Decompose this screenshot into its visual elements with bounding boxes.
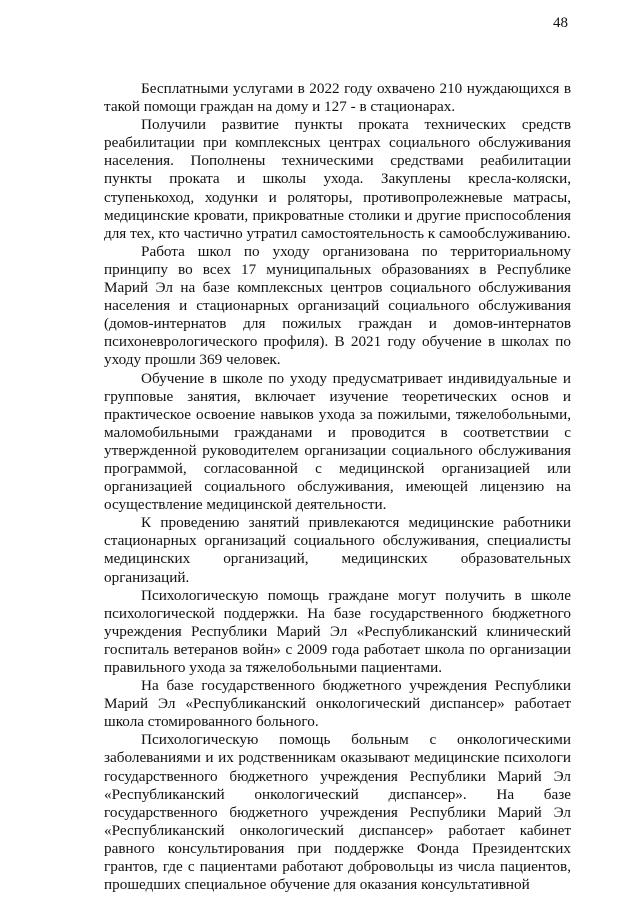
paragraph: Получили развитие пункты проката технических средств реабилитации при комплексных центрах социального обслуживания населения. Пополнены техническими средствами реабилитации пункты проката и школы ухода. Закуплены кресла-коляски, ступенькоход, ходунки и роляторы, противопролежневые матрасы, медицинские кровати, прикроватные столики и другие приспособления для тех, кто частично утратил самостоятельность к самообслуживанию. bbox=[104, 116, 571, 242]
paragraph: На базе государственного бюджетного учреждения Республики Марий Эл «Республиканский онкологический диспансер» работает школа стомированного больного. bbox=[104, 677, 571, 731]
paragraph: Обучение в школе по уходу предусматривает индивидуальные и групповые занятия, включает изучение теоретических основ и практическое освоение навыков ухода за пожилыми, тяжелобольными, маломобильными гражданами и проводится в соответствии с утвержденной руководителем организации социального обслуживания программой, согласованной с медицинской организацией или организацией социального обслуживания, имеющей лицензию на осуществление медицинской деятельности. bbox=[104, 369, 571, 514]
paragraph: Психологическую помощь граждане могут получить в школе психологической поддержки. На базе государственного бюджетного учреждения Республики Марий Эл «Республиканский клинический госпиталь ветеранов войн» с 2009 года работает школа по организации правильного ухода за тяжелобольными пациентами. bbox=[104, 586, 571, 676]
paragraph: К проведению занятий привлекаются медицинские работники стационарных организаций социального обслуживания, специалисты медицинских организаций, медицинских образовательных организаций. bbox=[104, 514, 571, 586]
paragraph: Бесплатными услугами в 2022 году охвачено 210 нуждающихся в такой помощи граждан на дому и 127 - в стационарах. bbox=[104, 80, 571, 116]
paragraph: Психологическую помощь больным с онкологическими заболеваниями и их родственникам оказывают медицинские психологи государственного бюджетного учреждения Республики Марий Эл «Республиканский онкологический диспансер». На базе государственного бюджетного учреждения Республики Марий Эл «Республиканский онкологический диспансер» работает кабинет равного консультирования при поддержке Фонда Президентских грантов, где с пациентами работают добровольцы из числа пациентов, прошедших специальное обучение для оказания консультативной bbox=[104, 731, 571, 894]
page-number: 48 bbox=[553, 15, 568, 31]
paragraph: Работа школ по уходу организована по территориальному принципу во всех 17 муниципальных образованиях в Республике Марий Эл на базе комплексных центров социального обслуживания населения и стационарных организаций социального обслуживания (домов-интернатов для пожилых граждан и домов-интернатов психоневрологического профиля). В 2021 году обучение в школах по уходу прошли 369 человек. bbox=[104, 242, 571, 369]
body-text bbox=[104, 80, 571, 894]
